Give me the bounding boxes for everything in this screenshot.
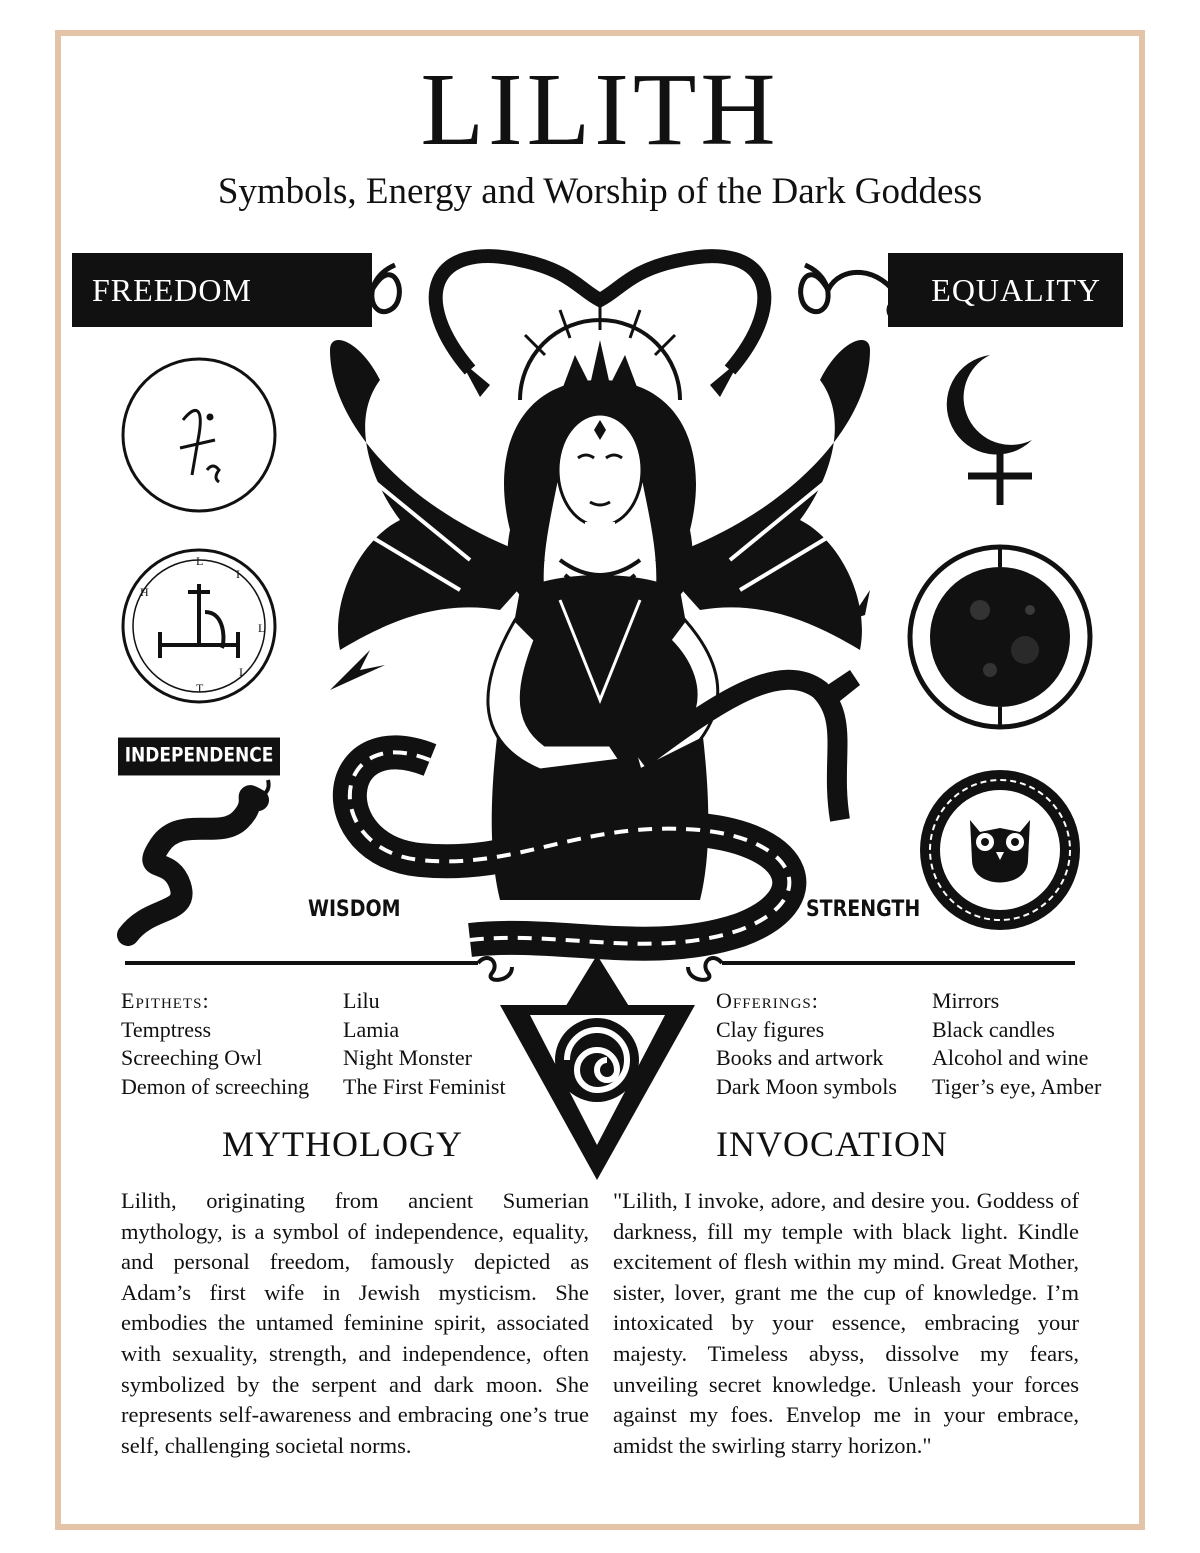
epithet-item: Lilu: [343, 988, 380, 1013]
left-divider: [125, 958, 512, 980]
sigil-letter: I: [239, 665, 243, 679]
venus-moon-icon: [947, 355, 1032, 505]
invocation-heading: INVOCATION: [716, 1124, 948, 1164]
mythology-heading: MYTHOLOGY: [222, 1124, 463, 1164]
serpent-icon: [122, 780, 269, 940]
offering-item: Clay figures: [716, 1016, 825, 1042]
page-title: LILITH: [420, 52, 780, 167]
sigil-letter: L: [258, 621, 266, 635]
offering-item: Black candles: [932, 1016, 1055, 1042]
epithets-list-primary: [121, 987, 309, 1101]
offering-item: Dark Moon symbols: [716, 1073, 897, 1099]
winged-goddess-illustration: [330, 256, 870, 944]
sigil-of-lilith-icon: [123, 550, 275, 702]
sigil-letter: H: [140, 585, 149, 599]
invocation-text: "Lilith, I invoke, adore, and desire you. Goddess of darkness, fill my temple with black light. Kindle excitement of flesh within my mind. Great Mother, sister, lover, grant me the cup of knowledge. I’m intoxicated by your essence, embracing your majesty. Timeless abyss, dissolve my fears, unveiling secret knowledge. Unleash your forces against my foes. Envelop me in your embrace, amidst the swirling starry horizon.": [613, 1188, 1079, 1458]
equality-banner: EQUALITY: [888, 253, 1123, 327]
sigil-letter: L: [196, 554, 204, 568]
offering-item: Tiger’s eye, Amber: [932, 1073, 1102, 1099]
epithet-item: Lamia: [343, 1016, 400, 1042]
offering-item: Books and artwork: [716, 1045, 884, 1070]
page-subtitle: Symbols, Energy and Worship of the Dark Goddess: [217, 171, 983, 212]
offerings-heading: Offerings:: [716, 988, 819, 1013]
sigil-letter: T: [196, 681, 204, 695]
epithet-item: Screeching Owl: [121, 1045, 263, 1070]
offerings-list-primary: [716, 987, 897, 1101]
strength-label: STRENGTH: [806, 896, 921, 922]
offering-item: Alcohol and wine: [932, 1045, 1089, 1070]
epithet-item: Demon of screeching: [121, 1073, 310, 1099]
sigil-letter: I: [236, 567, 240, 581]
epithets-list-secondary: [343, 987, 506, 1101]
owl-medallion-icon: [920, 770, 1080, 930]
independence-label: INDEPENDENCE: [118, 738, 280, 776]
epithet-item: Night Monster: [343, 1045, 472, 1070]
epithets-heading: Epithets:: [121, 988, 210, 1013]
mythology-text: Lilith, originating from ancient Sumerian mythology, is a symbol of independence, equality, and personal freedom, famously depicted as Adam’s first wife in Jewish mysticism. She embodies the untamed feminine spirit, associated with sexuality, strength, and independence, often symbolized by the serpent and dark moon. She represents self-awareness and embracing one’s true self, challenging societal norms.: [121, 1188, 589, 1458]
dark-moon-icon: [910, 547, 1090, 727]
epithet-item: Temptress: [121, 1016, 212, 1042]
wisdom-label: WISDOM: [308, 896, 401, 922]
sigil-circle-icon: [123, 359, 275, 511]
offering-item: Mirrors: [932, 988, 1000, 1013]
triangle-spiral-icon: [500, 955, 695, 1180]
freedom-banner: FREEDOM: [72, 253, 372, 327]
epithet-item: The First Feminist: [343, 1073, 506, 1099]
right-divider: [688, 958, 1075, 980]
offerings-list-secondary: [932, 987, 1101, 1101]
